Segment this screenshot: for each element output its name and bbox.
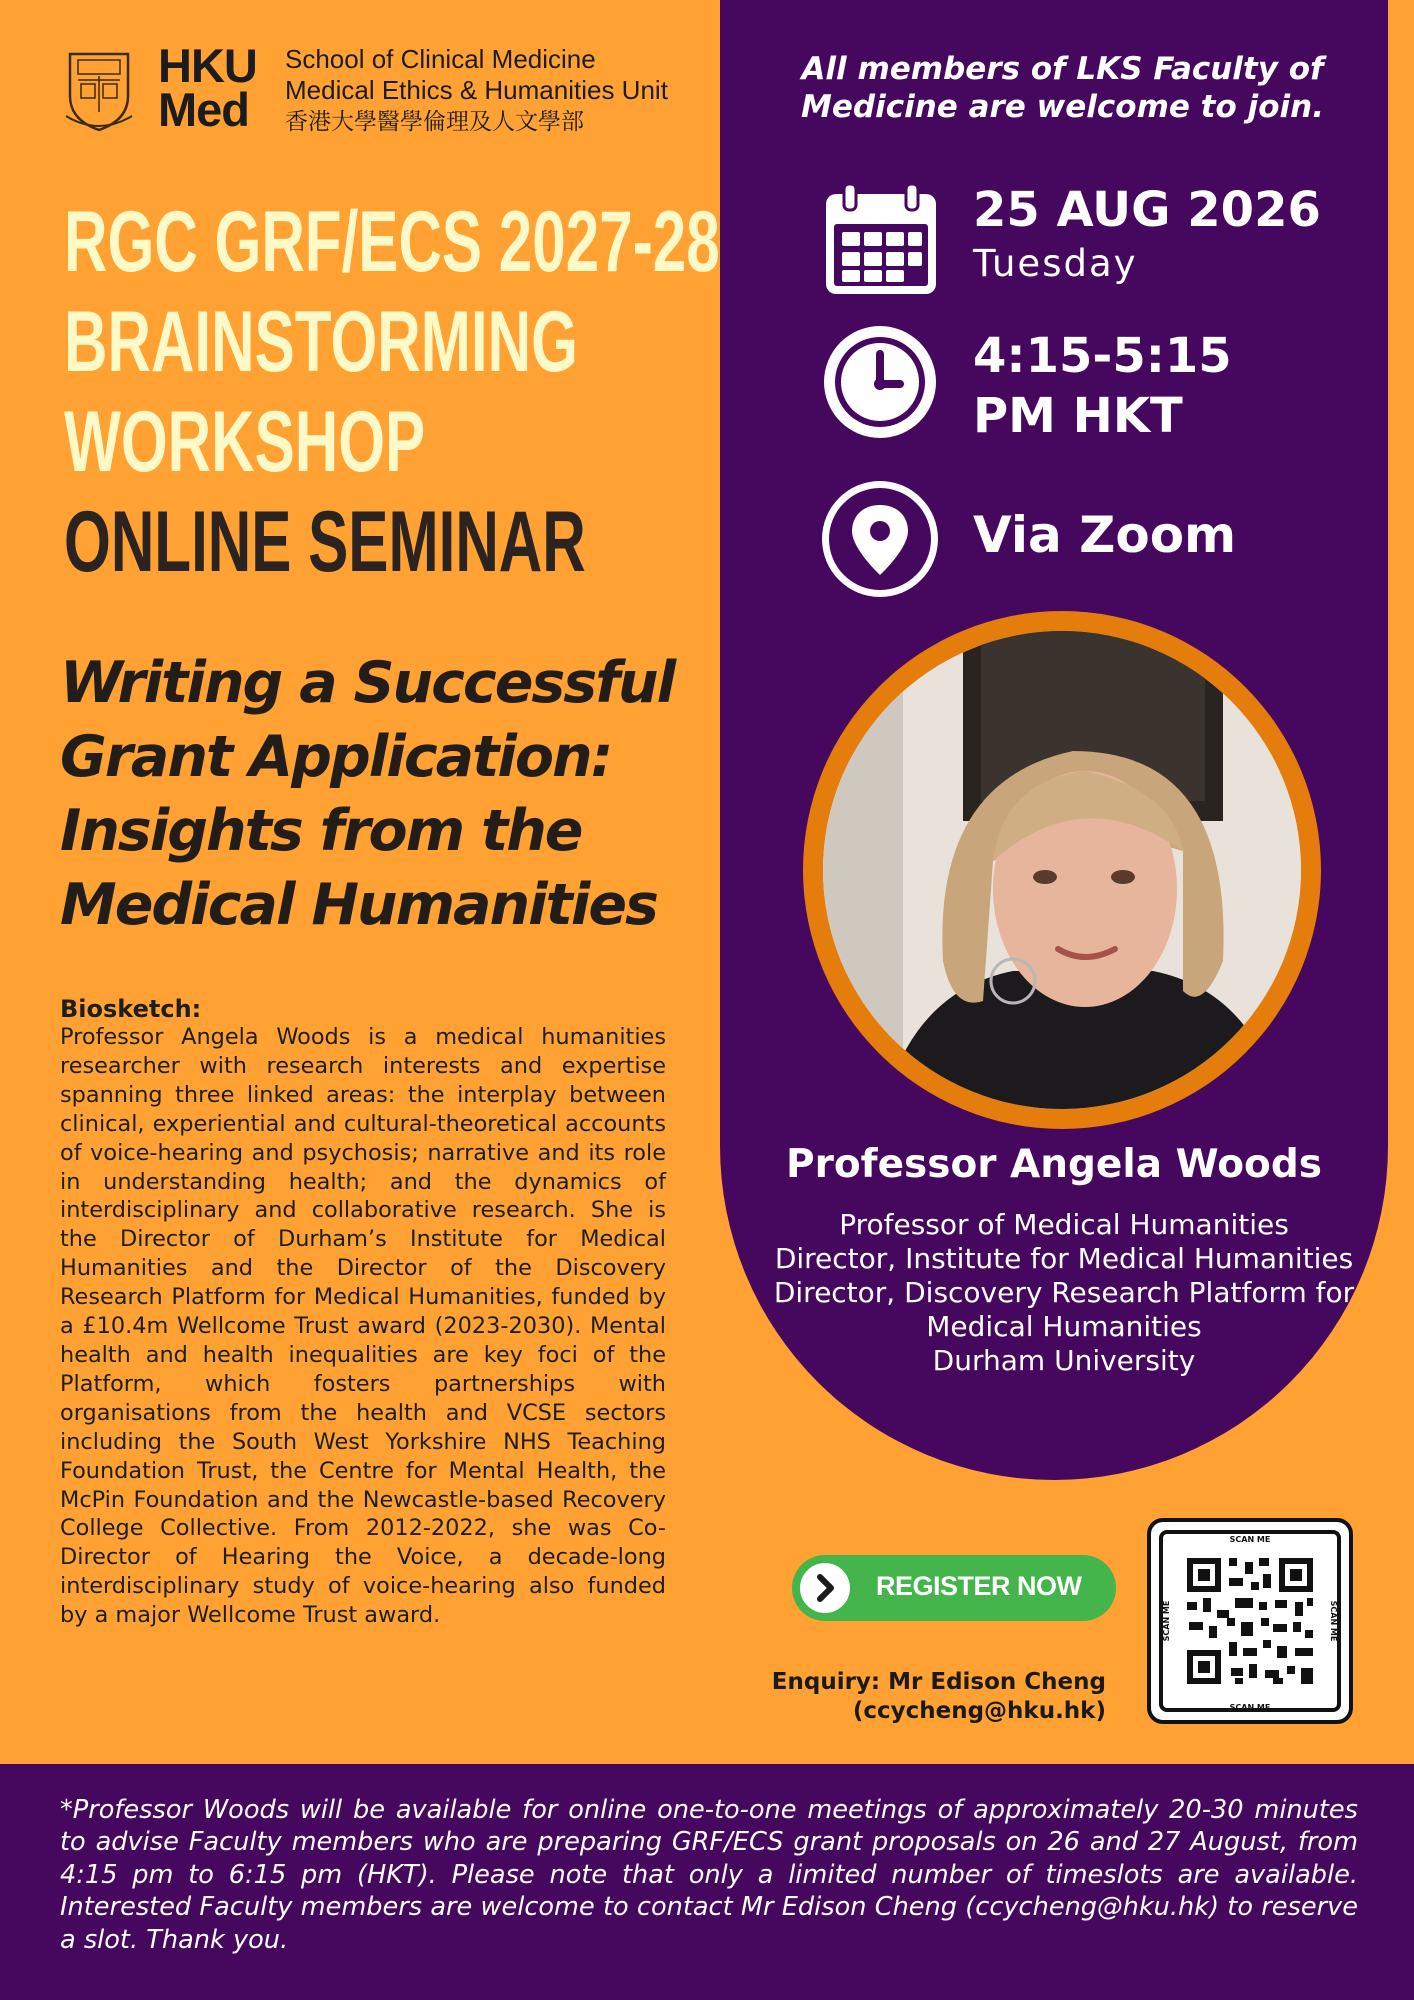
school-name	[285, 44, 668, 137]
speaker-photo	[823, 631, 1301, 1109]
enquiry-contact	[740, 1668, 1106, 1726]
register-now-button[interactable]	[792, 1555, 1116, 1621]
welcome-message: All members of LKS Faculty of Medicine are welcome to join.	[801, 51, 1324, 125]
calendar-icon	[820, 180, 944, 304]
speaker-name: Professor Angela Woods	[786, 1142, 1322, 1187]
event-day: Tuesday	[973, 242, 1138, 285]
qr-caption-left: SCAN ME	[1162, 1600, 1171, 1642]
qr-code[interactable]	[1147, 1518, 1353, 1724]
qr-caption-top: SCAN ME	[1229, 1535, 1271, 1544]
hku-med-wordmark: HKU Med	[158, 39, 257, 136]
event-venue: Via Zoom	[973, 506, 1237, 564]
speaker-role: Professor of Medical Humanities	[839, 1208, 1289, 1241]
chevron-right-icon	[800, 1563, 850, 1613]
event-time: 4:15-5:15 PM HKT	[973, 328, 1232, 444]
speaker-role: Director, Institute for Medical Humanities	[774, 1242, 1354, 1275]
speaker-role: Director, Discovery Research Platform for	[773, 1276, 1355, 1309]
hku-crest-logo	[64, 46, 134, 132]
biosketch-heading: Biosketch:	[60, 995, 202, 1023]
register-label: REGISTER NOW	[876, 1571, 1082, 1601]
speaker-role: Durham University	[932, 1344, 1196, 1377]
event-title-line: RGC GRF/ECS 2027-28	[64, 194, 720, 290]
enquiry-email[interactable]: (ccycheng@hku.hk)	[852, 1698, 1106, 1724]
event-title-line: BRAINSTORMING	[64, 294, 578, 390]
unit-chinese-line: 香港大學醫學倫理及人文學部	[285, 108, 584, 134]
event-format: ONLINE SEMINAR	[64, 494, 586, 590]
event-title-line: WORKSHOP	[64, 394, 426, 490]
location-pin-icon	[818, 477, 942, 601]
footer-note: *Professor Woods will be available for online one-to-one meetings of approximately 20-30 minutes to advise Faculty members who are preparing GRF/ECS grant proposals on 26 and 27 August, from 4:15 pm to 6:15 pm (HKT). Please note that only a limited number of timeslots are available. Interested Faculty members are welcome to contact Mr Edison Cheng (ccycheng@hku.hk) to reserve a slot. Thank you.	[60, 1795, 1358, 1955]
speaker-roles	[730, 1208, 1398, 1378]
biosketch-text: Professor Angela Woods is a medical humanities researcher with research interests and expertise spanning three linked areas: the interplay between clinical, experiential and cultural-theoretical accounts of voice-hearing and psychosis; narrative and its role in understanding health; and the dynamics of interdisciplinary and collaborative research. She is the Director of Durham’s Institute for Medical Humanities and the Director of the Discovery Research Platform for Medical Humanities, funded by a £10.4m Wellcome Trust award (2023-2030). Mental health and health inequalities are key foci of the Platform, which fosters partnerships with organisations from the health and VCSE sectors including the South West Yorkshire NHS Teaching Foundation Trust, the Centre for Mental Health, the McPin Foundation and the Newcastle-based Recovery College Collective. From 2012-2022, she was Co-Director of Hearing the Voice, a decade-long interdisciplinary study of voice-hearing also funded by a major Wellcome Trust award.	[60, 1024, 666, 1629]
clock-icon	[818, 320, 942, 444]
enquiry-name: Enquiry: Mr Edison Cheng	[771, 1669, 1106, 1695]
event-date: 25 AUG 2026	[973, 182, 1321, 238]
seminar-subtitle: Writing a Successful Grant Application: Insights from the Medical Humanities	[60, 650, 675, 938]
speaker-role: Medical Humanities	[926, 1310, 1202, 1343]
qr-caption-bottom: SCAN ME	[1229, 1703, 1271, 1712]
qr-caption-right: SCAN ME	[1329, 1600, 1338, 1642]
school-line: School of Clinical Medicine	[285, 44, 596, 74]
unit-line: Medical Ethics & Humanities Unit	[285, 75, 668, 105]
